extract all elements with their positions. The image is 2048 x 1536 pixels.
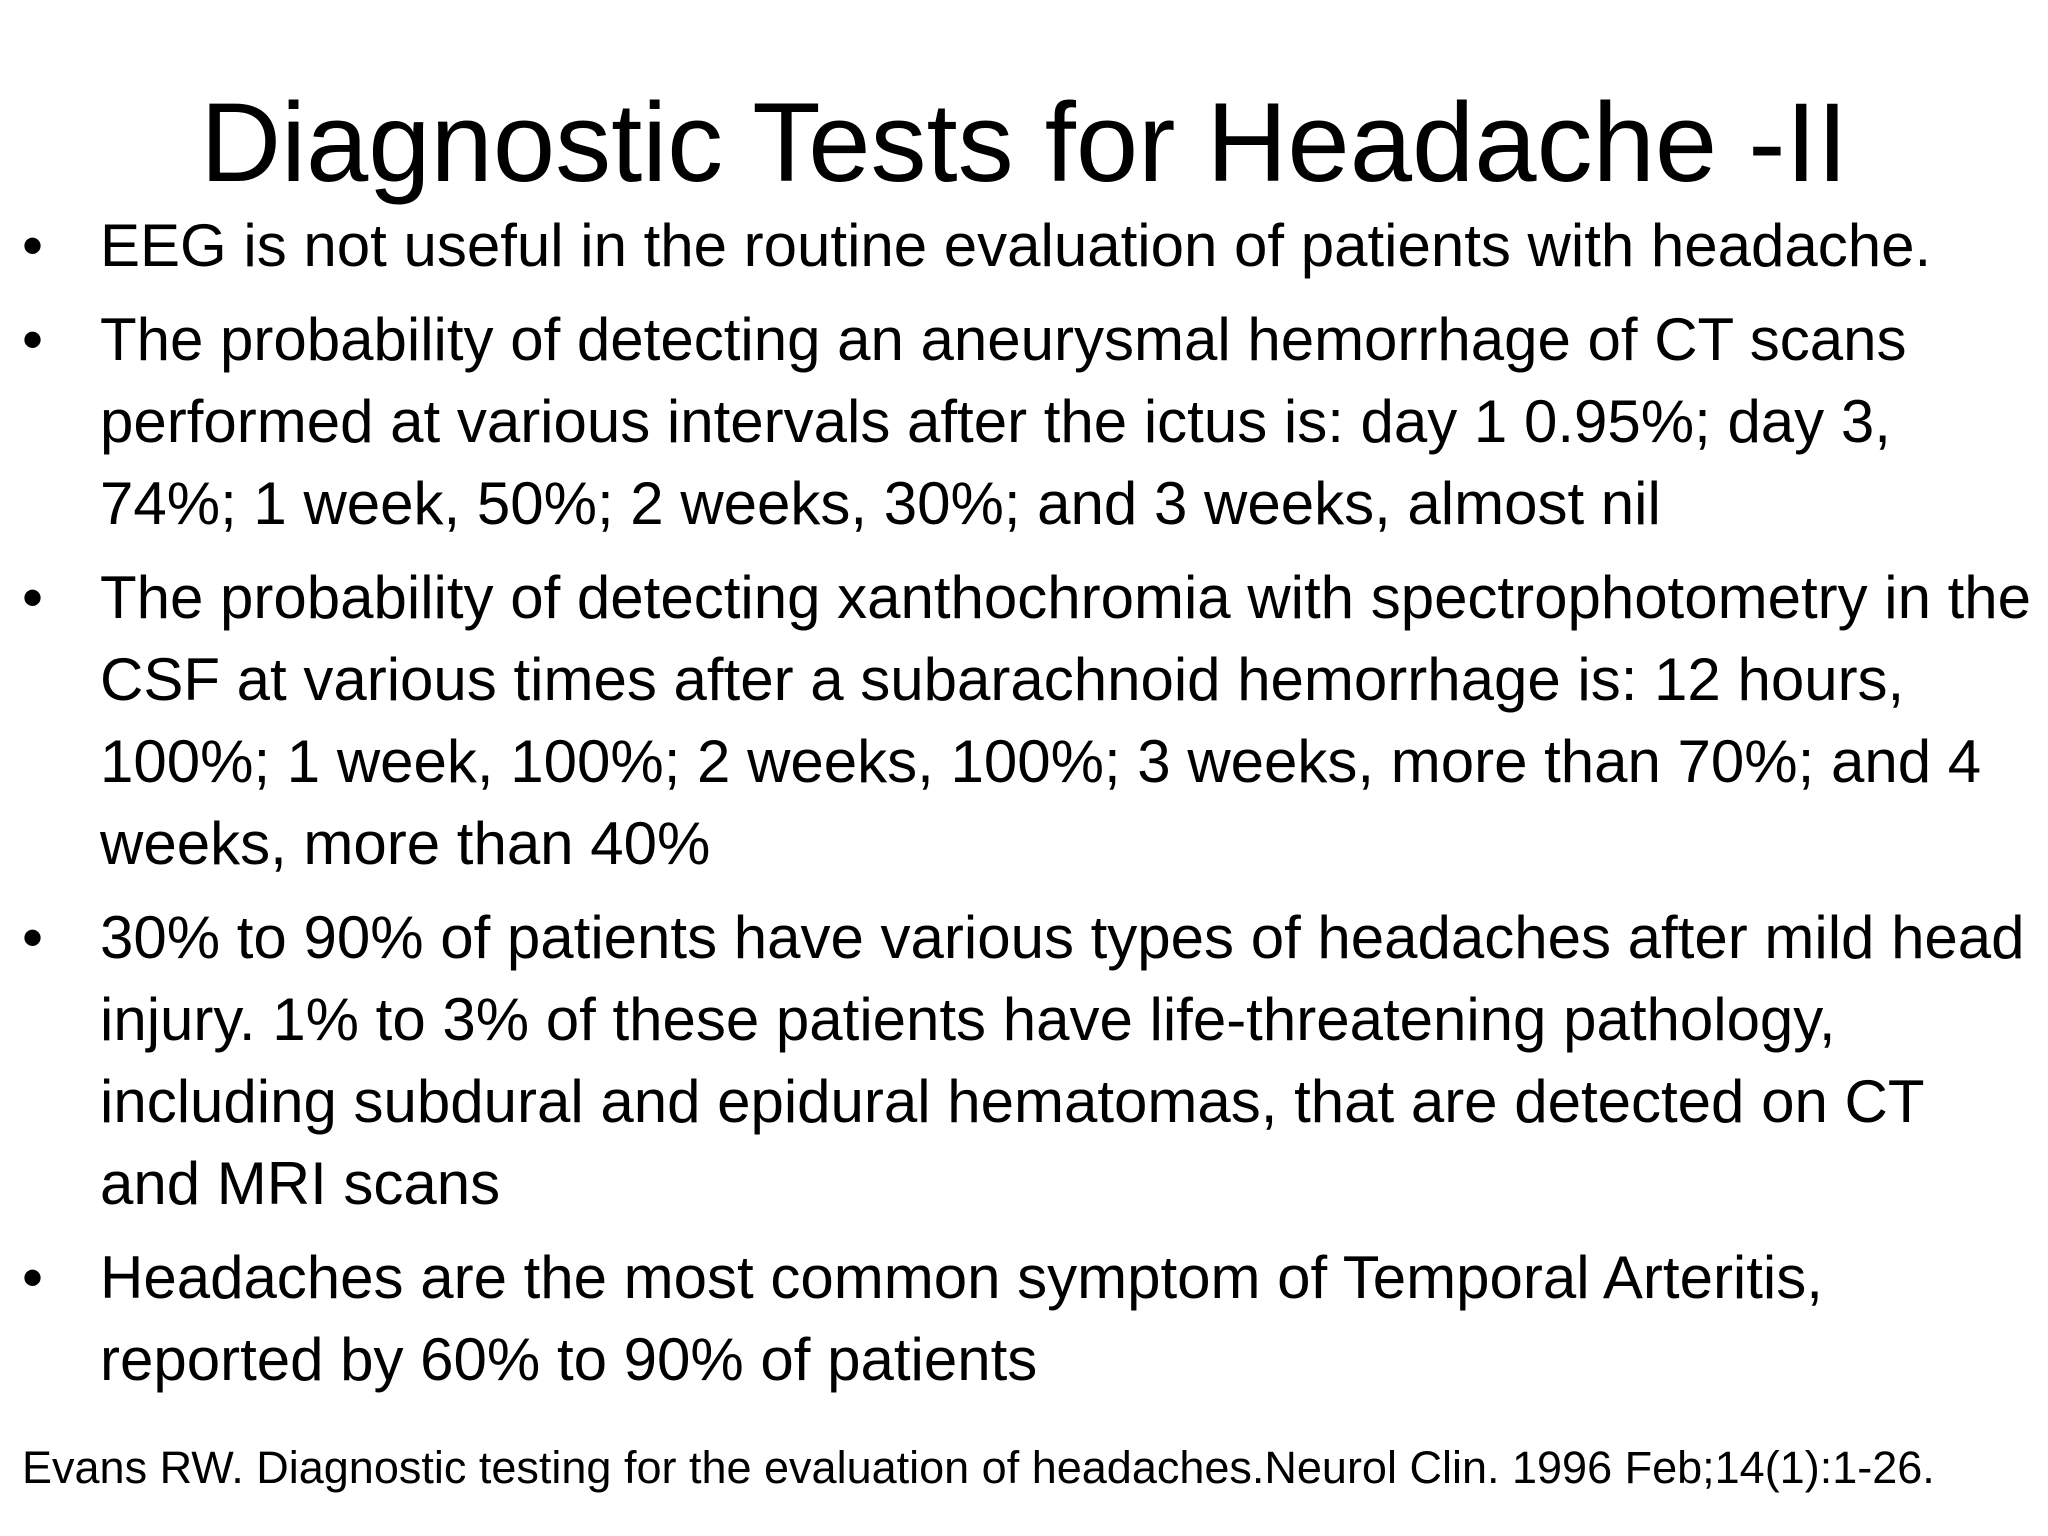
bullet-text: Headaches are the most common symptom of Temporal Arteritis, reported by 60% to 90% of patients	[100, 1244, 1823, 1393]
bullet-dot-icon: •	[22, 306, 44, 373]
bullet-dot-icon: •	[22, 1244, 44, 1311]
bullet-dot-icon: •	[22, 212, 44, 279]
bullet-item	[22, 205, 2032, 287]
bullet-text: 30% to 90% of patients have various types of headaches after mild head injury. 1% to 3% of these patients have life-threatening pathology, including subdural and epidural hematomas, that are detected on CT and MRI scans	[100, 904, 2025, 1217]
slide-title: Diagnostic Tests for Headache -II	[200, 80, 1848, 205]
bullet-item	[22, 1237, 2032, 1401]
bullet-dot-icon: •	[22, 904, 44, 971]
bullet-item	[22, 299, 2032, 545]
bullet-text: The probability of detecting xanthochromia with spectrophotometry in the CSF at various times after a subarachnoid hemorrhage is: 12 hours, 100%; 1 week, 100%; 2 weeks, 100%; 3 weeks, more than 70%; and 4 weeks, more than 40%	[100, 564, 2032, 877]
bullet-text: The probability of detecting an aneurysmal hemorrhage of CT scans performed at various intervals after the ictus is: day 1 0.95%; day 3, 74%; 1 week, 50%; 2 weeks, 30%; and 3 weeks, almost nil	[100, 306, 1907, 537]
citation: Evans RW. Diagnostic testing for the evaluation of headaches.Neurol Clin. 1996 Feb;14(1):1-26.	[22, 1442, 1935, 1493]
bullet-dot-icon: •	[22, 564, 44, 631]
bullet-item	[22, 557, 2032, 885]
bullet-item	[22, 897, 2032, 1225]
bullet-text: EEG is not useful in the routine evaluation of patients with headache.	[100, 212, 1932, 279]
bullet-list	[22, 205, 2032, 1413]
